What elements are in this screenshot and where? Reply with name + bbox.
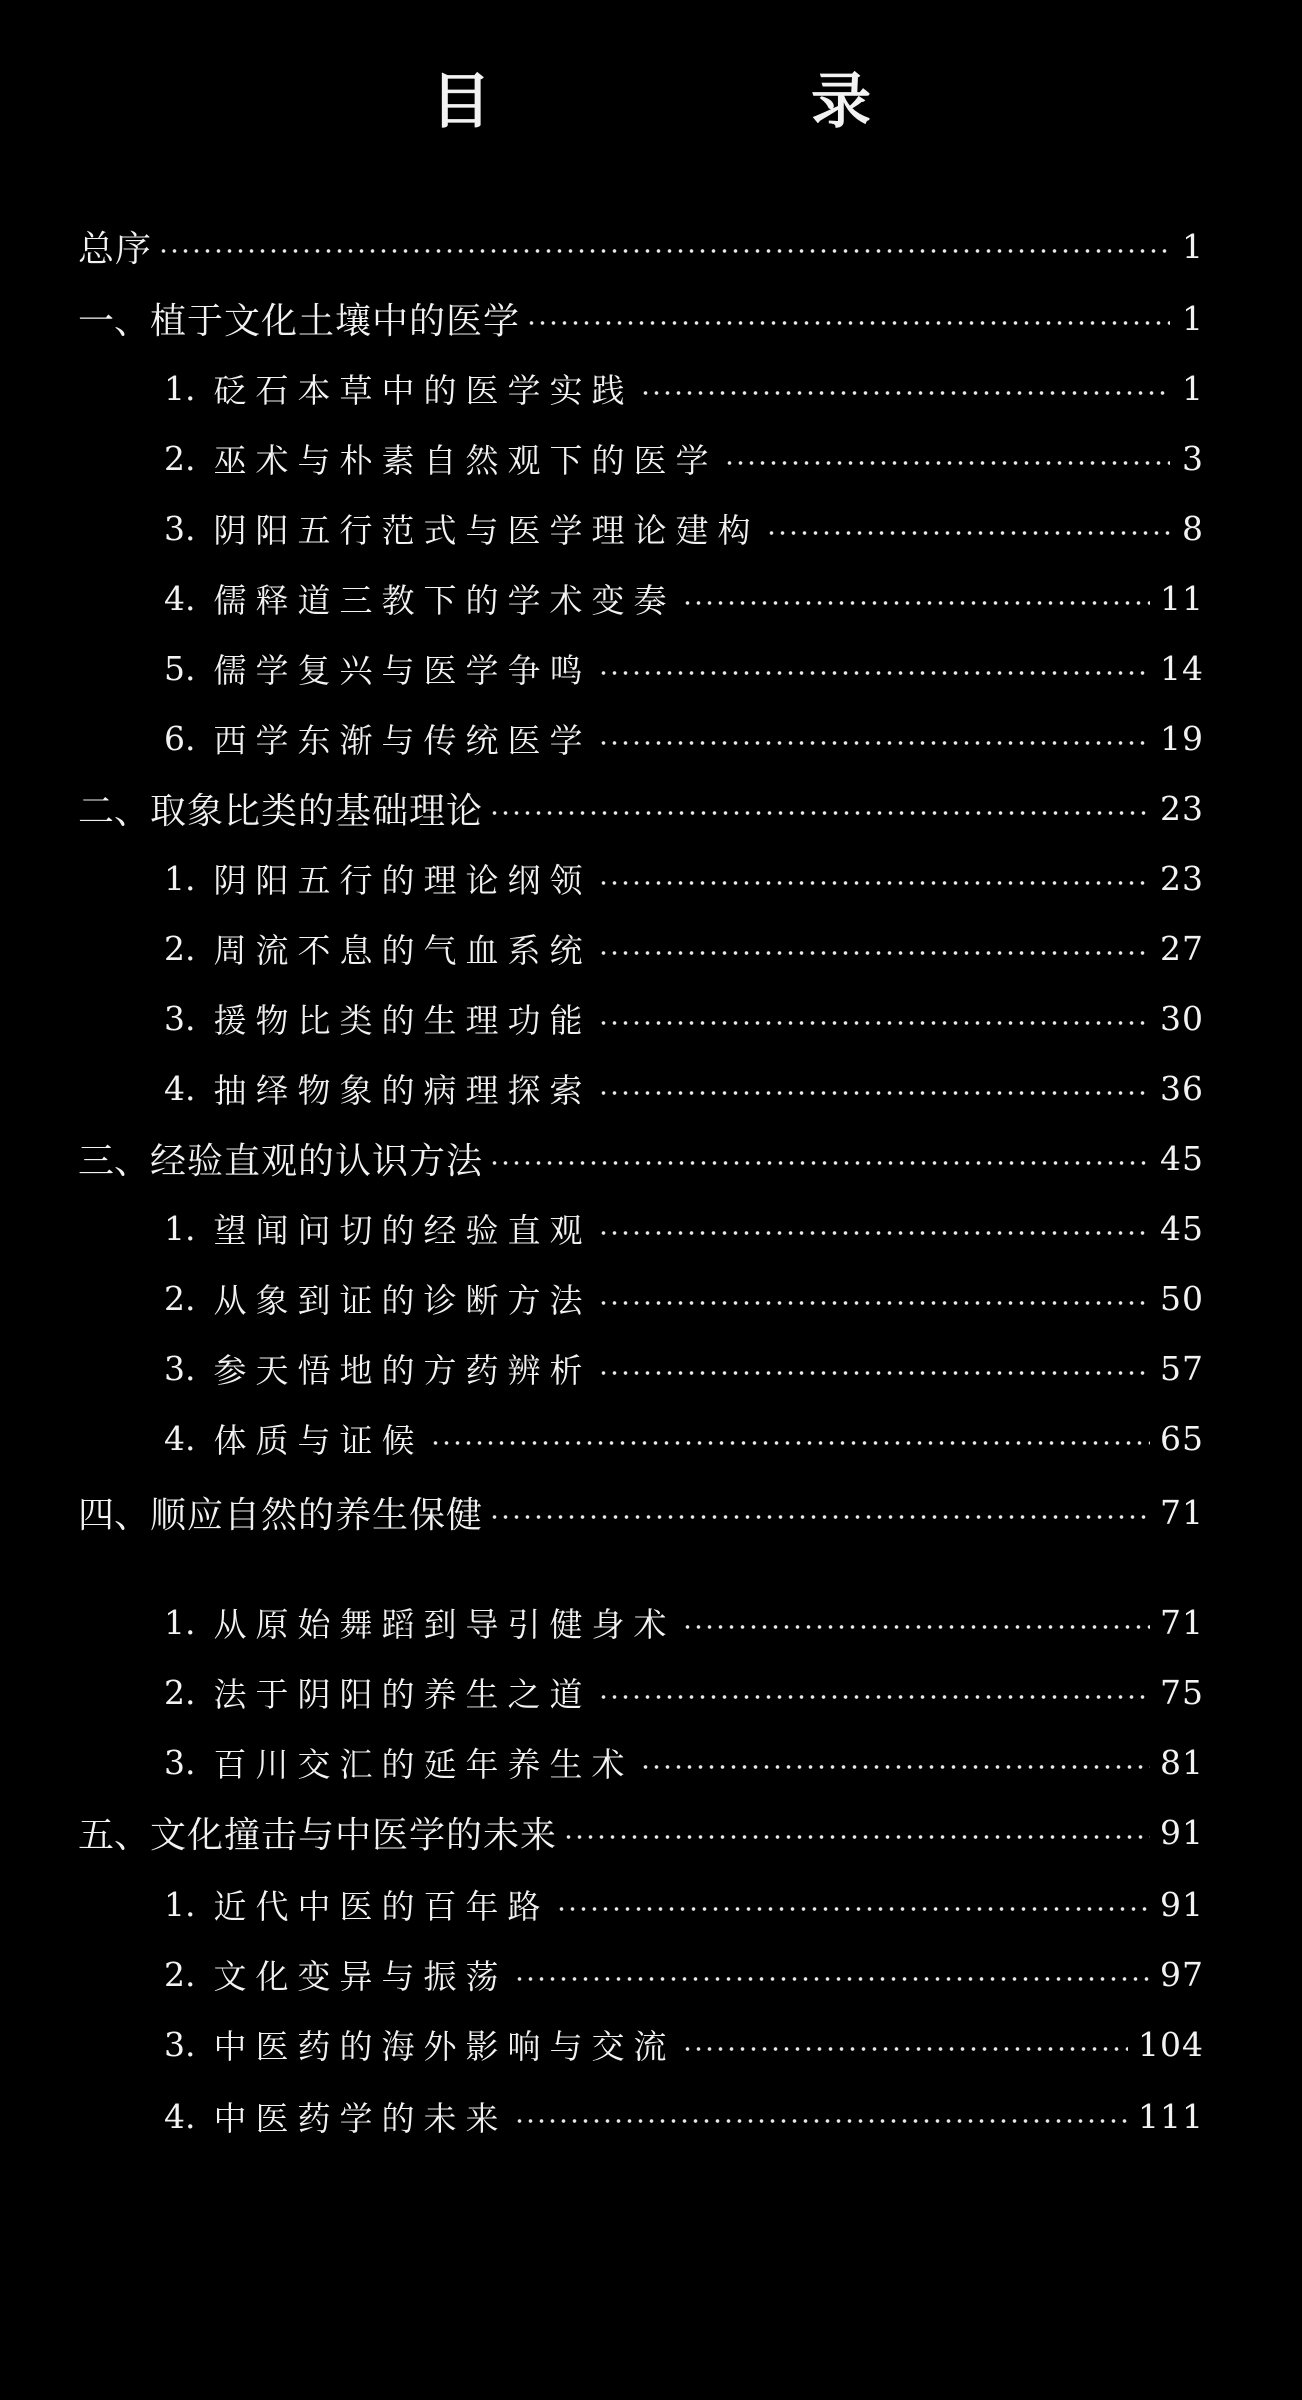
dot-leader — [598, 1300, 1151, 1306]
entry-page-number: 23 — [1160, 858, 1204, 898]
entry-page-number: 19 — [1160, 718, 1204, 758]
entry-number: 4. — [164, 1418, 196, 1458]
toc-section-entry[interactable] — [164, 853, 1204, 903]
entry-title: 望闻问切的经验直观 — [213, 1210, 592, 1250]
toc-chapter-entry[interactable] — [78, 1487, 1204, 1537]
toc-section-entry[interactable] — [164, 363, 1204, 413]
entry-title: 参天悟地的方药辨析 — [213, 1350, 592, 1390]
entry-page-number: 27 — [1160, 928, 1204, 968]
entry-title: 百川交汇的延年养生术 — [213, 1744, 634, 1784]
entry-title: 植于文化土壤中的医学 — [150, 300, 521, 342]
entry-number: 3. — [164, 998, 196, 1038]
entry-page-number: 45 — [1160, 1138, 1204, 1178]
toc-section-entry[interactable] — [164, 1667, 1204, 1717]
entry-number: 2. — [164, 928, 196, 968]
toc-chapter-entry[interactable] — [78, 293, 1204, 343]
toc-section-entry[interactable] — [164, 643, 1204, 693]
entry-title: 文化撞击与中医学的未来 — [150, 1814, 558, 1856]
entry-page-number: 8 — [1182, 508, 1204, 548]
entry-number: 1. — [164, 368, 196, 408]
entry-number: 1. — [164, 1884, 196, 1924]
entry-number: 1. — [164, 858, 196, 898]
entry-title: 顺应自然的养生保健 — [150, 1494, 484, 1536]
entry-number: 二、 — [78, 790, 151, 832]
entry-page-number: 1 — [1182, 298, 1204, 338]
toc-section-entry[interactable] — [164, 993, 1204, 1043]
entry-title: 巫术与朴素自然观下的医学 — [213, 440, 718, 480]
entry-page-number: 71 — [1160, 1492, 1204, 1532]
entry-number: 2. — [164, 1278, 196, 1318]
dot-leader — [766, 530, 1171, 536]
toc-section-entry[interactable] — [164, 1737, 1204, 1787]
entry-number: 2. — [164, 1954, 196, 1994]
entry-title: 儒学复兴与医学争鸣 — [213, 650, 592, 690]
entry-page-number: 97 — [1160, 1954, 1204, 1994]
toc-section-entry[interactable] — [164, 1063, 1204, 1113]
entry-page-number: 30 — [1160, 998, 1204, 1038]
entry-page-number: 91 — [1160, 1884, 1204, 1924]
page-title: 目 录 — [431, 67, 1001, 137]
entry-title: 经验直观的认识方法 — [150, 1140, 484, 1182]
dot-leader — [430, 1440, 1151, 1446]
toc-section-entry[interactable] — [164, 713, 1204, 763]
dot-leader — [514, 1976, 1151, 1982]
entry-number: 6. — [164, 718, 196, 758]
entry-page-number: 50 — [1160, 1278, 1204, 1318]
entry-page-number: 81 — [1160, 1742, 1204, 1782]
entry-number: 3. — [164, 1742, 196, 1782]
entry-number: 3. — [164, 508, 196, 548]
entry-page-number: 3 — [1182, 438, 1204, 478]
dot-leader — [563, 1834, 1150, 1840]
entry-page-number: 91 — [1160, 1812, 1204, 1852]
dot-leader — [640, 390, 1171, 396]
entry-number: 2. — [164, 1672, 196, 1712]
entry-page-number: 104 — [1138, 2024, 1204, 2064]
entry-number: 4. — [164, 578, 196, 618]
dot-leader — [598, 670, 1151, 676]
toc-section-entry[interactable] — [164, 1597, 1204, 1647]
entry-page-number: 14 — [1160, 648, 1204, 688]
entry-title: 文化变异与振荡 — [213, 1956, 508, 1996]
entry-title: 周流不息的气血系统 — [213, 930, 592, 970]
dot-leader — [598, 1370, 1151, 1376]
entry-title: 近代中医的百年路 — [213, 1886, 550, 1926]
entry-number: 4. — [164, 2096, 196, 2136]
entry-title: 儒释道三教下的学术变奏 — [213, 580, 676, 620]
entry-title: 砭石本草中的医学实践 — [213, 370, 634, 410]
entry-title: 西学东渐与传统医学 — [213, 720, 592, 760]
entry-number: 3. — [164, 2024, 196, 2064]
entry-title: 法于阴阳的养生之道 — [213, 1674, 592, 1714]
entry-title: 中医药学的未来 — [213, 2098, 508, 2138]
toc-section-entry[interactable] — [164, 433, 1204, 483]
entry-number: 4. — [164, 1068, 196, 1108]
dot-leader — [598, 1020, 1151, 1026]
entry-number: 五、 — [78, 1814, 151, 1856]
dot-leader — [682, 600, 1151, 606]
entry-number: 2. — [164, 438, 196, 478]
entry-number: 1. — [164, 1208, 196, 1248]
entry-number: 1. — [164, 1602, 196, 1642]
entry-number: 四、 — [78, 1494, 151, 1536]
entry-title: 体质与证候 — [213, 1420, 424, 1460]
dot-leader — [489, 1160, 1150, 1166]
entry-title: 取象比类的基础理论 — [150, 790, 484, 832]
entry-title: 总序 — [78, 228, 153, 270]
toc-section-entry[interactable] — [164, 2091, 1204, 2141]
dot-leader — [682, 1624, 1151, 1630]
dot-leader — [598, 880, 1151, 886]
dot-leader — [598, 950, 1151, 956]
entry-page-number: 45 — [1160, 1208, 1204, 1248]
entry-page-number: 65 — [1160, 1418, 1204, 1458]
toc-section-entry[interactable] — [164, 923, 1204, 973]
entry-title: 援物比类的生理功能 — [213, 1000, 592, 1040]
entry-title: 中医药的海外影响与交流 — [213, 2026, 676, 2066]
dot-leader — [158, 248, 1170, 254]
entry-page-number: 75 — [1160, 1672, 1204, 1712]
dot-leader — [598, 1230, 1151, 1236]
toc-section-entry[interactable] — [164, 573, 1204, 623]
dot-leader — [489, 810, 1150, 816]
toc-section-entry[interactable] — [164, 503, 1204, 553]
entry-title: 从原始舞蹈到导引健身术 — [213, 1604, 676, 1644]
dot-leader — [526, 320, 1170, 326]
dot-leader — [682, 2046, 1129, 2052]
dot-leader — [724, 460, 1171, 466]
dot-leader — [598, 1090, 1151, 1096]
toc-section-entry[interactable] — [164, 1273, 1204, 1323]
entry-page-number: 57 — [1160, 1348, 1204, 1388]
entry-page-number: 23 — [1160, 788, 1204, 828]
toc-section-entry[interactable] — [164, 1879, 1204, 1929]
entry-number: 一、 — [78, 300, 151, 342]
entry-title: 阴阳五行的理论纲领 — [213, 860, 592, 900]
toc-chapter-entry[interactable] — [78, 221, 1204, 271]
dot-leader — [489, 1514, 1150, 1520]
entry-title: 抽绎物象的病理探索 — [213, 1070, 592, 1110]
entry-page-number: 1 — [1182, 368, 1204, 408]
entry-number: 3. — [164, 1348, 196, 1388]
entry-page-number: 1 — [1182, 226, 1204, 266]
entry-page-number: 11 — [1160, 578, 1204, 618]
entry-page-number: 36 — [1160, 1068, 1204, 1108]
entry-page-number: 71 — [1160, 1602, 1204, 1642]
entry-title: 从象到证的诊断方法 — [213, 1280, 592, 1320]
toc-section-entry[interactable] — [164, 1413, 1204, 1463]
toc-section-entry[interactable] — [164, 1343, 1204, 1393]
dot-leader — [556, 1906, 1151, 1912]
dot-leader — [598, 740, 1151, 746]
toc-chapter-entry[interactable] — [78, 1133, 1204, 1183]
entry-number: 三、 — [78, 1140, 151, 1182]
dot-leader — [514, 2118, 1129, 2124]
toc-chapter-entry[interactable] — [78, 783, 1204, 833]
entry-title: 阴阳五行范式与医学理论建构 — [213, 510, 760, 550]
dot-leader — [598, 1694, 1151, 1700]
dot-leader — [640, 1764, 1151, 1770]
toc-section-entry[interactable] — [164, 2019, 1204, 2069]
entry-number: 5. — [164, 648, 196, 688]
toc-section-entry[interactable] — [164, 1949, 1204, 1999]
entry-page-number: 111 — [1138, 2096, 1204, 2136]
toc-section-entry[interactable] — [164, 1203, 1204, 1253]
toc-chapter-entry[interactable] — [78, 1807, 1204, 1857]
